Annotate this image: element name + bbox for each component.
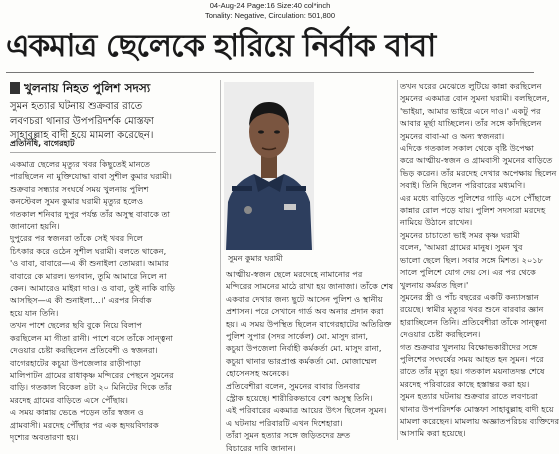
article-line: করে আত্মীয়-স্বজন ও গ্রামবাসী সুমনের বাড়িতে bbox=[400, 155, 553, 166]
article-line: প্রশাসন। পরে সেখানে গার্ড অব অনার প্রদান করা bbox=[226, 306, 384, 317]
article-line: নামিয়ে উঠানে রাখেন। bbox=[400, 217, 473, 228]
article-line: সুমনের একমাত্র বোন সুমনা ঘরামী। বলছিলেন, bbox=[400, 93, 550, 104]
article-line: এই পরিবারের একমাত্র আয়ের উৎস ছিলেন সুমন। bbox=[226, 405, 387, 416]
subhead-marker bbox=[10, 82, 20, 94]
article-line: হোসেনসহ অনেকে। bbox=[226, 368, 290, 379]
article-line: দৃশ্যের অবতারণা হয়। bbox=[10, 431, 79, 442]
article-line: আবার মূর্ছা যাচ্ছিলেন। তাঁর সঙ্গে কাঁদছিলেন bbox=[400, 118, 542, 129]
article-line: কচুয়া উপজেলা নির্বাহী কর্মকর্তা মো. মাসুদ রানা, bbox=[226, 343, 382, 354]
article-line: তাঁরা সুমন হত্যার সঙ্গে জড়িতদের দ্রুত bbox=[226, 430, 351, 441]
portrait-photo bbox=[224, 82, 314, 250]
article-line: কেন। আমারেও মাইরা দাও। ও বাবা, তুই নাকি বাড়ি bbox=[10, 283, 176, 294]
article-line: আসছিস—এ কী শুনাইলা…।' এরপর নির্বাক bbox=[10, 295, 152, 306]
article-line: আসামি করা হয়েছে। bbox=[400, 428, 466, 439]
article-line: বলেন, 'আমরা গ্রামের মানুষ। সুমন খুব bbox=[400, 242, 523, 253]
article-line: বাবারে কে মারল। ভগবান, তুমি আমারে নিলে না bbox=[10, 270, 167, 281]
article-line: দুপুরের পর স্বজনরা তাঁকে সেই খবর দিলে bbox=[10, 233, 143, 244]
article-line: হারাচ্ছিলেন তিনি। প্রতিবেশীরা তাঁকে সান্ত্বনা bbox=[400, 316, 547, 327]
byline-separator bbox=[10, 152, 216, 153]
article-line: বিচারের দাবি জানান। bbox=[226, 442, 296, 453]
headline-rule bbox=[6, 72, 534, 73]
article-line: সুমনের বাবা-মা ও অন্য স্বজনরা। bbox=[400, 130, 505, 141]
article-line: সবাই। তিনি ছিলেন পরিবারের মধ্যমণি। bbox=[400, 180, 526, 191]
article-line: সুমনের চাচাতো ভাই সমর কৃষ্ণ ঘরামী bbox=[400, 229, 520, 240]
article-line: সালে পুলিশে যোগ দেয় সে। এর পর থেকে bbox=[400, 267, 536, 278]
photo-caption: সুমন কুমার ঘরামী bbox=[228, 254, 283, 263]
article-line: পুলিশ সুপার (সদর সার্কেল) মো. মাসুদ রানা, bbox=[226, 331, 369, 342]
article-line: মালিপাটন গ্রামের রাধাকৃষ্ণ মন্দিরের পেছনে সুমনের bbox=[10, 369, 174, 380]
article-line: তখন ঘরের মেঝেতে লুটিয়ে কান্না করছিলেন bbox=[400, 81, 542, 91]
article-line: একবার দেখার জন্য ছুটে আসেন পুলিশ ও স্থানীয় bbox=[226, 293, 383, 304]
article-line: এর মধ্যে বাড়িতে পুলিশের গাড়ি এসে পৌঁছালে bbox=[400, 192, 552, 203]
article-line: বাগেরহাটের কচুয়া উপজেলার রাড়ীপাড়া bbox=[10, 357, 141, 368]
article-line: গত শুক্রবার খুলনায় বিক্ষোভকারীদের সঙ্গে bbox=[400, 341, 538, 352]
clipping-meta-line2: Tonality: Negative, Circulation: 501,800 bbox=[204, 10, 336, 20]
article-line: কান্নার রোল পড়ে যায়। পুলিশ সদস্যরা মরদেহ bbox=[400, 205, 546, 216]
article-column-middle bbox=[226, 268, 396, 453]
intro-summary bbox=[10, 100, 216, 144]
article-line: সুমন হত্যার ঘটনায় শুক্রবার রাতে লবণচরা bbox=[400, 391, 538, 402]
intro-line: সুমন হত্যার ঘটনায় শুক্রবার রাতে bbox=[10, 101, 143, 112]
article-line: জানানো হয়নি। bbox=[10, 221, 60, 232]
article-line: হয়ে যান তিনি। bbox=[10, 307, 59, 318]
article-line: দেওয়ার চেষ্টা করছিলেন। bbox=[400, 329, 481, 340]
article-line: পুলিশের সংঘর্ষের সময় আহত হন সুমন। পরে bbox=[400, 353, 544, 364]
column-divider bbox=[220, 80, 221, 440]
article-line: মরদেহ গ্রামের বাড়িতে এসে পৌঁছায়। bbox=[10, 394, 128, 405]
byline: প্রতিনিধি, বাগেরহাট bbox=[10, 139, 75, 148]
article-line: একমাত্র ছেলের মৃত্যুর খবর কিছুতেই মানতে bbox=[10, 159, 151, 169]
article-line: এ সময় কান্নায় ভেঙে পড়েন তাঁর স্বজন ও bbox=[10, 407, 144, 418]
article-column-right bbox=[400, 80, 559, 440]
article-line: গ্রামবাসী। মরদেহ পৌঁছার পর এক হৃদয়বিদারক bbox=[10, 419, 159, 430]
article-line: 'ভাইয়া, আমার ভাইরে এনে দাও।' একটু পর bbox=[400, 105, 541, 116]
article-line: ভিড় করেন। তাঁর মরদেহ দেখার অপেক্ষায় ছিলেন bbox=[400, 167, 557, 178]
article-line: মরদেহ পরিবারের কাছে হস্তান্তর করা হয়। bbox=[400, 378, 530, 389]
portrait-image bbox=[224, 82, 314, 250]
article-line: রয়েছে। স্বামীর মৃত্যুর খবর শুনে বারবার জ্ঞান bbox=[400, 304, 544, 315]
article-line: করছিলেন মা গীতা রানী। পাশে বসে তাঁকে সান্ত্বনা bbox=[10, 332, 173, 343]
article-line: মন্দিরের সামনের মাঠে রাখা হয় জানাজা। তাঁকে শেষ bbox=[226, 281, 394, 292]
article-line: বাড়ি। গতকাল বিকেল ৪টা ২০ মিনিটের দিকে তাঁর bbox=[10, 382, 172, 393]
article-line: 'ও বাবা, বাবারে—এ কী শুনাইলা তোমরা। আমার bbox=[10, 258, 169, 269]
article-line: সুমনের স্ত্রী ও পাঁচ বছরের একটি কন্যাসন্তান bbox=[400, 291, 539, 302]
intro-line: সাহাবুল্লাহ বাদী হয়ে মামলা করেছেন। bbox=[10, 130, 154, 141]
article-line: এদিকে গতকাল সকাল থেকে বৃষ্টি উপেক্ষা bbox=[400, 143, 534, 154]
article-line: আত্মীয়-স্বজন ছেলে মরদেহে নামানোর পর bbox=[226, 269, 363, 279]
article-line: তখন পাশে ছেলের ছবি বুকে নিয়ে বিলাপ bbox=[10, 320, 142, 331]
clipping-meta bbox=[0, 1, 540, 20]
headline: একমাত্র ছেলেকে হারিয়ে নির্বাক বাবা bbox=[6, 28, 436, 64]
article-line: চিৎকার করে ওঠেন সুশীল ঘরামী। বলতে থাকেন, bbox=[10, 245, 167, 256]
article-line: পারছিলেন না মুক্তিযোদ্ধা বাবা সুশীল কুমার ঘরামী। bbox=[10, 171, 172, 182]
article-column-left bbox=[10, 158, 216, 440]
article-line: কনস্টেবল সুমন কুমার ঘরামী মৃত্যুর হলেও bbox=[10, 196, 144, 207]
subheadline-text: খুলনায় নিহত পুলিশ সদস্য bbox=[24, 81, 151, 95]
article-line: রাতে তাঁর মৃত্যু হয়। গতকাল ময়নাতদন্ত শেষে bbox=[400, 366, 545, 377]
article-line: দেওয়ার চেষ্টা করছিলেন প্রতিবেশী ও স্বজনরা। bbox=[10, 345, 158, 356]
intro-line: লবণচরা থানার উপপরিদর্শক মোস্তফা bbox=[10, 115, 154, 127]
article-line: প্রতিবেশীরা বলেন, সুমনের বাবার তিনবার bbox=[226, 380, 361, 391]
article-line: মামলা করেছেন। মামলায় অজ্ঞাতপরিচয় ব্যক্তিদের bbox=[400, 415, 559, 426]
article-line: খুলনায় কর্মরত ছিল।' bbox=[400, 279, 469, 290]
article-line: স্ট্রোক হয়েছে। শারীরিকভাবে বেশ অসুস্থ তিনি। bbox=[226, 393, 373, 404]
clipping-meta-line1: 04-Aug-24 Page:16 Size:40 col*inch bbox=[209, 1, 331, 10]
article-line: কচুয়া থানার ভারপ্রাপ্ত কর্মকর্তা মো. মোজাম্মেল bbox=[226, 355, 377, 366]
article-line: এ ঘটনায় পরিবারটি এখন দিশেহারা। bbox=[226, 417, 343, 428]
column-divider bbox=[397, 80, 398, 440]
article-line: হয়। এ সময় উপস্থিত ছিলেন বাগেরহাটের অতিরিক্ত bbox=[226, 318, 392, 329]
article-line: শুক্রবার সন্ধ্যার সংঘর্ষে সময় খুলনায় পুলিশ bbox=[10, 183, 149, 194]
article-line: গতকাল শনিবার দুপুর পর্যন্ত তাঁর অসুস্থ বাবাকে তা bbox=[10, 208, 171, 219]
article-line: থানার উপপরিদর্শক মোস্তফা সাহাবুল্লাহ বাদী হয়ে bbox=[400, 403, 554, 414]
subheadline bbox=[10, 80, 150, 100]
article-line: ভালো ছেলে ছিল। সবার সঙ্গে মিশত। ২০১৮ bbox=[400, 254, 543, 265]
